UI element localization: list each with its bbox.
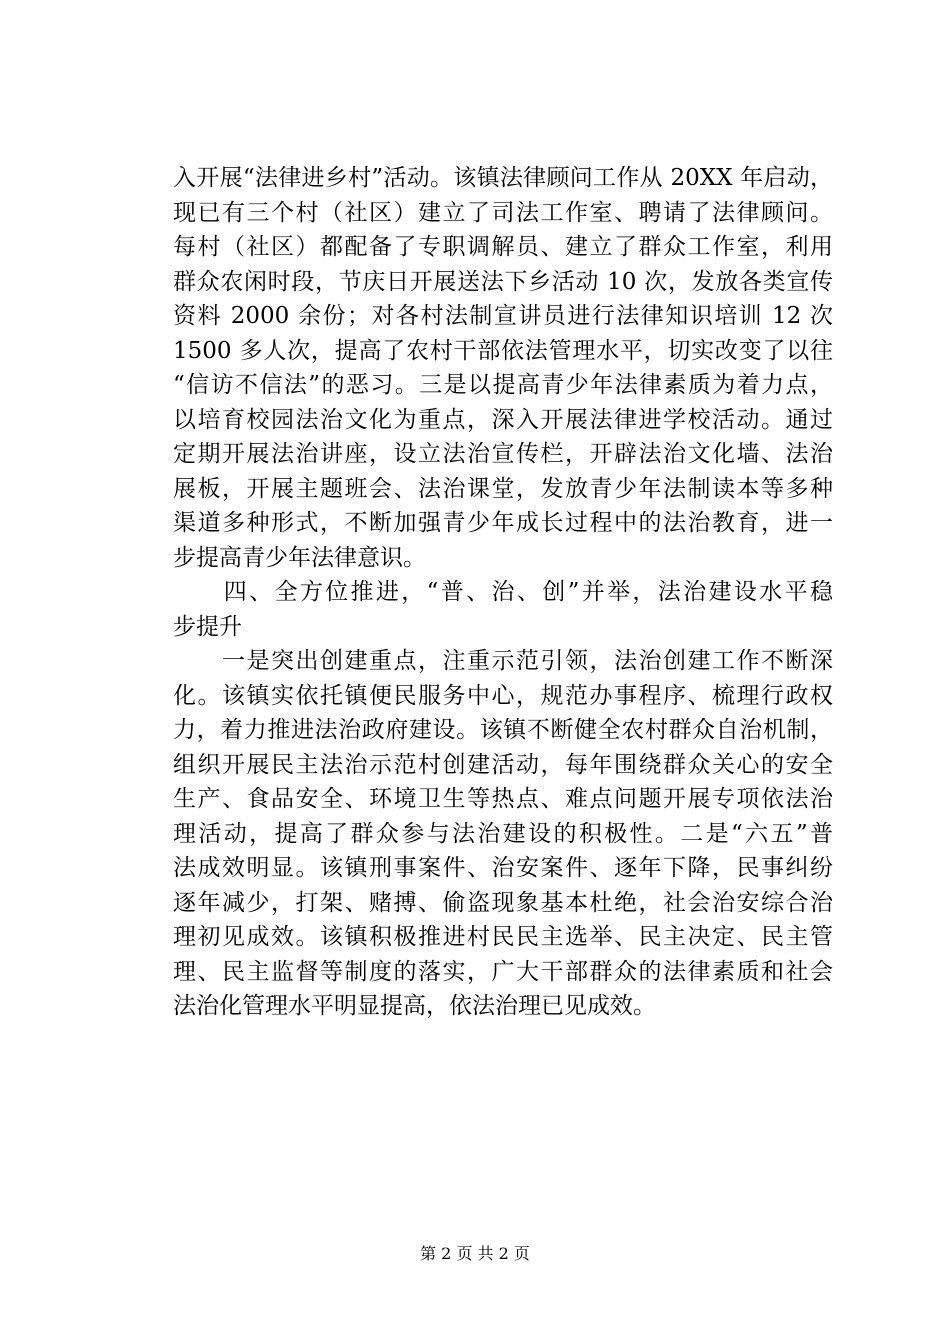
body-text [173,161,833,1024]
text-line: “信访不信法”的恶习。三是以提高青少年法律素质为着力点， [173,372,833,398]
text-line: 法成效明显。该镇刑事案件、治安案件、逐年下降，民事纠纷 [173,855,833,881]
text-line: 一是突出创建重点，注重示范引领，法治创建工作不断深 [173,648,833,674]
text-line: 定期开展法治讲座，设立法治宣传栏，开辟法治文化墙、法治 [173,441,833,467]
text-line: 资料 2000 余份；对各村法制宣讲员进行法律知识培训 12 次 [173,303,833,329]
text-line: 1500 多人次，提高了农村干部依法管理水平，切实改变了以往 [173,337,833,364]
text-line: 化。该镇实依托镇便民服务中心，规范办事程序、梳理行政权 [173,682,833,709]
text-line: 入开展“法律进乡村”活动。该镇法律顾问工作从 20XX 年启动， [173,165,833,191]
text-line: 四、全方位推进，“普、治、创”并举，法治建设水平稳 [173,579,833,605]
text-line: 组织开展民主法治示范村创建活动，每年围绕群众关心的安全 [173,751,833,778]
text-line: 步提高青少年法律意识。 [173,544,426,571]
text-line: 群众农闲时段，节庆日开展送法下乡活动 10 次，发放各类宣传 [173,268,833,295]
text-line: 理初见成效。该镇积极推进村民民主选举、民主决定、民主管 [173,924,833,950]
text-line: 以培育校园法治文化为重点，深入开展法律进学校活动。通过 [173,406,833,433]
text-line: 法治化管理水平明显提高，依法治理已见成效。 [173,993,656,1019]
text-line: 理、民主监督等制度的落实，广大干部群众的法律素质和社会 [173,958,833,985]
text-line: 力，着力推进法治政府建设。该镇不断健全农村群众自治机制， [173,717,833,743]
text-line: 理活动，提高了群众参与法治建设的积极性。二是“六五”普 [173,820,833,847]
text-line: 步提升 [173,613,242,640]
text-line: 现已有三个村（社区）建立了司法工作室、聘请了法律顾问。 [173,199,833,226]
text-line: 生产、食品安全、环境卫生等热点、难点问题开展专项依法治 [173,786,833,812]
text-line: 展板，开展主题班会、法治课堂，发放青少年法制读本等多种 [173,475,833,502]
text-line: 每村（社区）都配备了专职调解员、建立了群众工作室，利用 [173,234,833,260]
page-footer: 第 2 页 共 2 页 [420,1244,530,1263]
text-line: 逐年减少，打架、赌搏、偷盗现象基本杜绝，社会治安综合治 [173,889,833,916]
text-line: 渠道多种形式，不断加强青少年成长过程中的法治教育，进一 [173,510,833,536]
